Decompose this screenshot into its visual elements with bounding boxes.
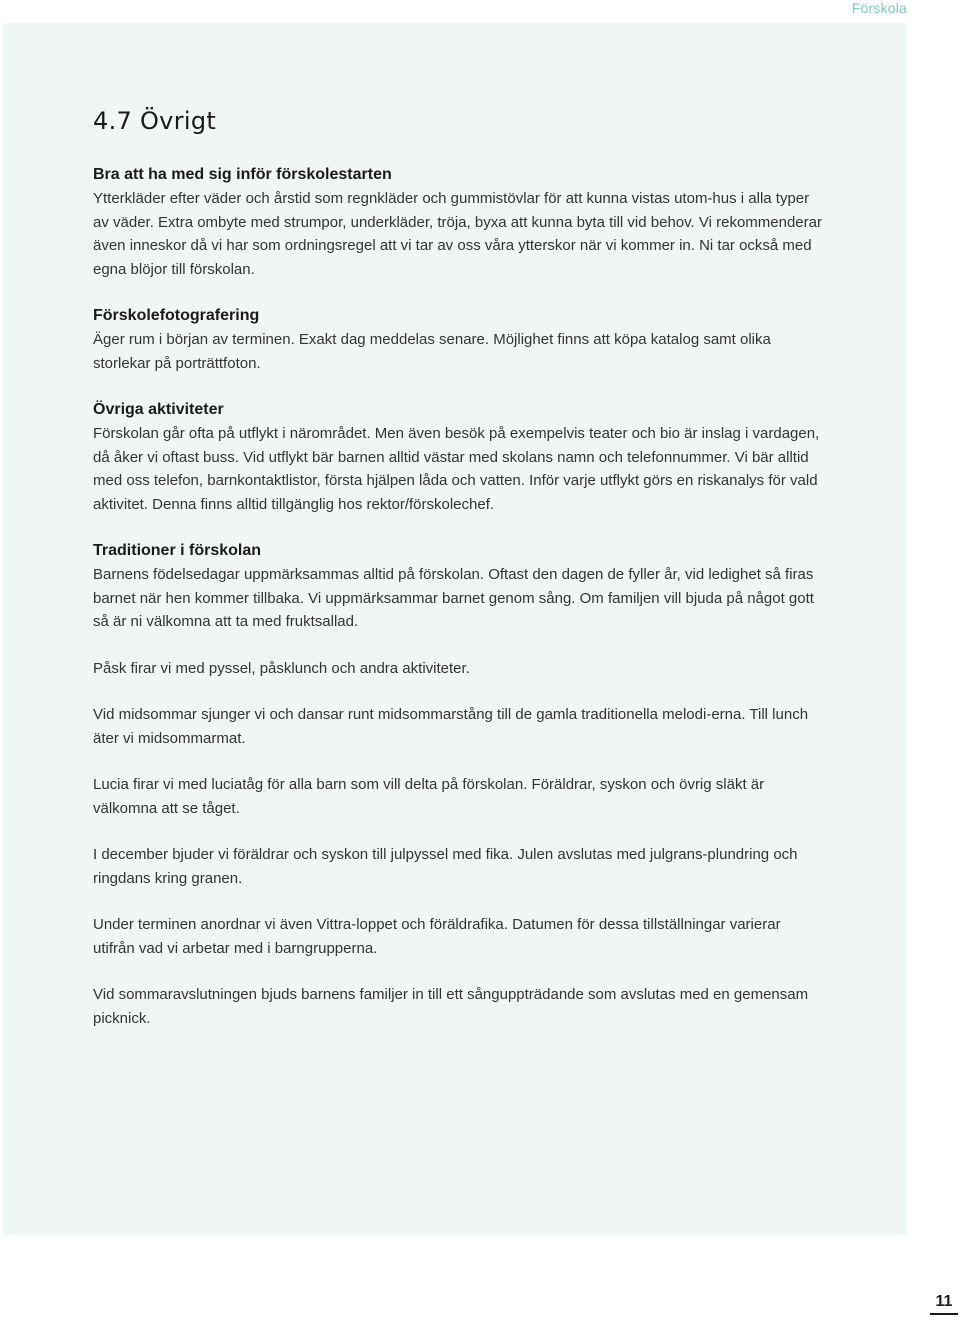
page-content [93,105,823,1053]
tradition-paragraph: Vid sommaravslutningen bjuds barnens familjer in till ett sånguppträdande som avslutas med en gemensam picknick. [93,986,809,1027]
tradition-lucia [93,773,823,820]
section-heading: Förskolefotografering [93,307,260,324]
tradition-term-events [93,913,823,960]
section-body: Ytterkläder efter väder och årstid som regnkläder och gummistövlar för att kunna vistas utom-hus i alla typer av väder. Extra ombyte med strumpor, underkläder, tröja, byxa att kunna byta till vid behov. Vi rekommenderar även inneskor då vi har som ordningsregel att vi tar av oss våra ytterskor när vi kommer in. Ni tar också med egna blöjor till förskolan. [93,190,822,278]
section-heading: Traditioner i förskolan [93,542,262,559]
tradition-paragraph: Under terminen anordnar vi även Vittra-loppet och föräldrafika. Datumen för dessa tillställningar varierar utifrån vad vi arbetar med i barngrupperna. [93,916,781,957]
section-body: Förskolan går ofta på utflykt i närområdet. Men även besök på exempelvis teater och bio är inslag i vardagen, då åker vi oftast buss. Vid utflykt bär barnen alltid västar med skolans namn och telefonnummer. Vi bär alltid med oss telefon, barnkontaktlistor, första hjälpen låda och vatten. Inför varje utflykt görs en riskanalys för vald aktivitet. Denna finns alltid tillgänglig hos rektor/förskolechef. [93,425,820,513]
section-traditions [93,539,823,634]
tradition-paragraph: Påsk firar vi med pyssel, påsklunch och andra aktiviteter. [93,659,470,677]
page-number: 11 [930,1291,958,1315]
section-start-items [93,163,823,281]
tradition-easter [93,657,823,681]
tradition-summer-closing [93,983,823,1030]
tradition-paragraph: Vid midsommar sjunger vi och dansar runt midsommarstång till de gamla traditionella melodi-erna. Till lunch äter vi midsommarmat. [93,706,809,747]
running-header: Förskola [851,0,907,16]
section-heading: Övriga aktiviteter [93,401,224,418]
section-body: Barnens födelsedagar uppmärksammas alltid på förskolan. Oftast den dagen de fyller år, vid ledighet så firas barnet när hen kommer tillbaka. Vi uppmärksammar barnet genom sång. Om familjen vill bjuda på något gott så är ni välkomna att ta med fruktsallad. [93,566,814,630]
section-photography [93,304,823,375]
section-body: Äger rum i början av terminen. Exakt dag meddelas senare. Möjlighet finns att köpa katalog samt olika storlekar på porträttfoton. [93,331,771,372]
tradition-midsummer [93,703,823,750]
tradition-december [93,843,823,890]
page-title: 4.7 Övrigt [93,107,217,135]
section-activities [93,398,823,516]
tradition-paragraph: Lucia firar vi med luciatåg för alla barn som vill delta på förskolan. Föräldrar, syskon och övrig släkt är välkomna att se tåget. [93,776,765,817]
section-heading: Bra att ha med sig inför förskolestarten [93,166,392,183]
tradition-paragraph: I december bjuder vi föräldrar och syskon till julpyssel med fika. Julen avslutas med julgrans-plundring och ringdans kring granen. [93,846,798,887]
